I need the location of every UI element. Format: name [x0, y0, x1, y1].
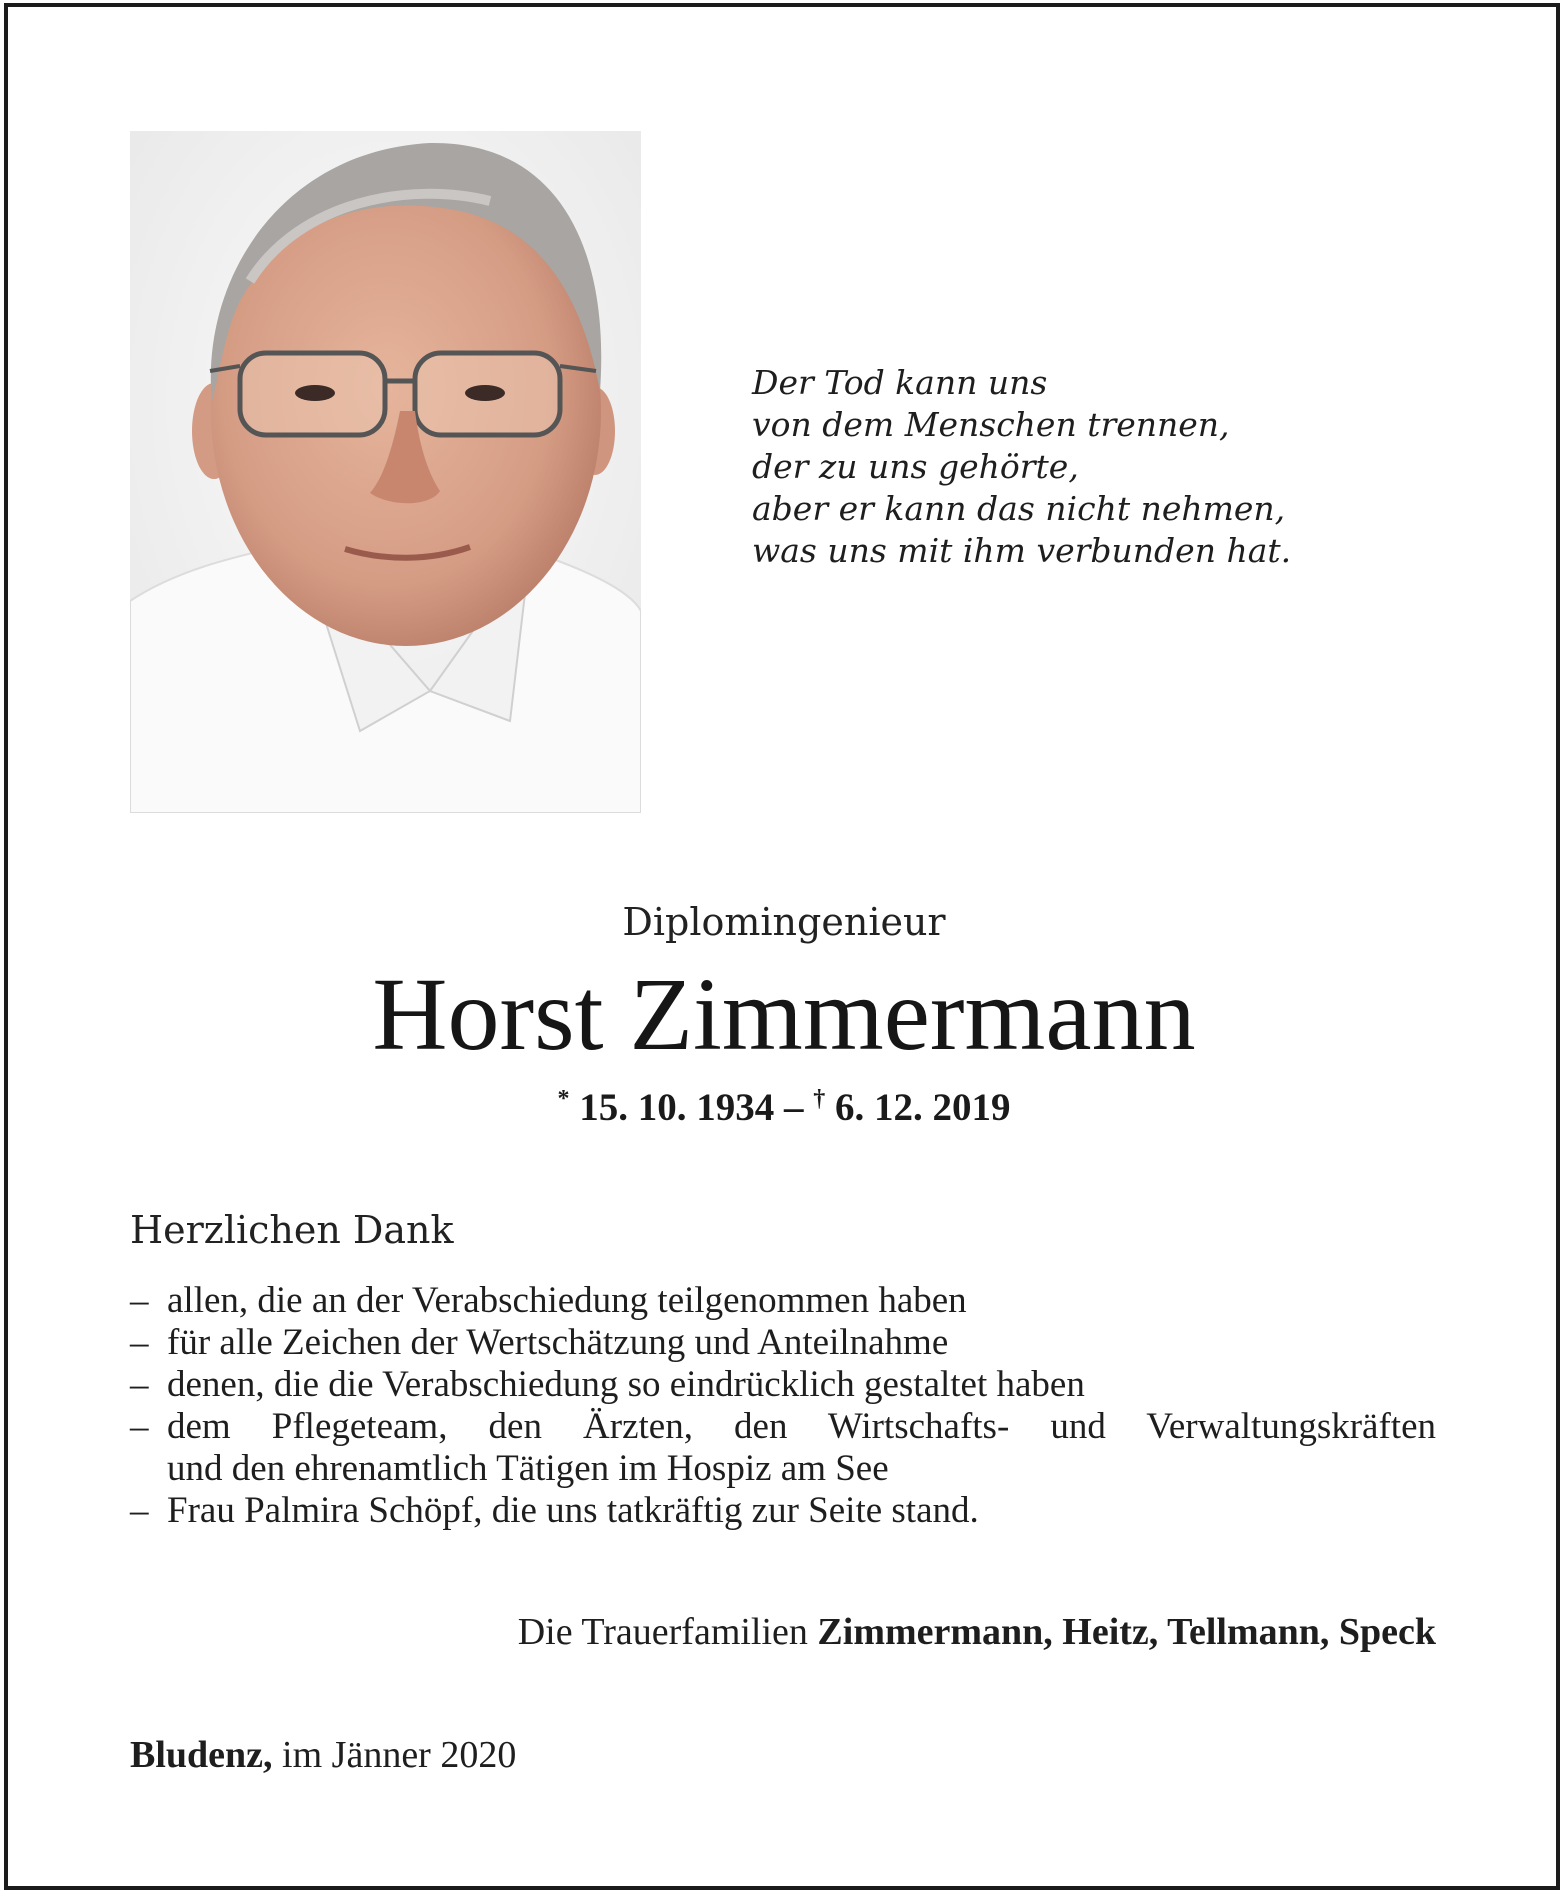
quote-line: Der Tod kann uns: [752, 363, 1048, 402]
list-item-text: allen, die an der Verabschiedung teilgenommen haben: [167, 1280, 967, 1321]
memorial-quote: [752, 362, 1372, 572]
place-and-date: [130, 1733, 516, 1777]
list-item-text: dem Pflegeteam, den Ärzten, den Wirtschafts- und Verwaltungskräften: [167, 1406, 1436, 1447]
list-item: [130, 1280, 1436, 1322]
closing-date: im Jänner 2020: [272, 1734, 517, 1776]
thanks-list: [130, 1280, 1436, 1532]
list-item: [130, 1364, 1436, 1406]
birth-symbol: *: [557, 1086, 570, 1112]
list-dash: –: [130, 1322, 149, 1363]
list-item-text: Frau Palmira Schöpf, die uns tatkräftig zur Seite stand.: [167, 1490, 979, 1531]
quote-line: der zu uns gehörte,: [752, 447, 1079, 486]
place-name: Bludenz,: [130, 1734, 273, 1776]
academic-title: Diplomingenieur: [622, 900, 946, 944]
list-item-text: denen, die die Verabschiedung so eindrücklich gestaltet haben: [167, 1364, 1085, 1405]
death-symbol: †: [813, 1086, 826, 1112]
list-item: [130, 1322, 1436, 1364]
list-dash: –: [130, 1490, 149, 1531]
families-names: Zimmermann, Heitz, Tellmann, Speck: [817, 1611, 1436, 1653]
list-dash: –: [130, 1406, 149, 1447]
quote-line: aber er kann das nicht nehmen,: [752, 489, 1286, 528]
list-dash: –: [130, 1364, 149, 1405]
birth-date: 15. 10. 1934: [579, 1086, 775, 1129]
thanks-heading: Herzlichen Dank: [130, 1208, 454, 1252]
deceased-name: Horst Zimmermann: [372, 957, 1196, 1072]
portrait-image: [130, 131, 641, 813]
list-item-text: für alle Zeichen der Wertschätzung und Anteilnahme: [167, 1322, 949, 1363]
death-date: 6. 12. 2019: [835, 1086, 1011, 1129]
families-prefix: Die Trauerfamilien: [517, 1611, 818, 1653]
quote-line: was uns mit ihm verbunden hat.: [752, 531, 1292, 570]
date-separator: –: [774, 1086, 814, 1129]
list-dash: –: [130, 1280, 149, 1321]
list-item-continuation: [130, 1448, 1436, 1490]
list-item: [130, 1406, 1436, 1448]
portrait-photo: [130, 131, 641, 813]
life-dates: [0, 1085, 1568, 1130]
mourning-families: [518, 1610, 1436, 1654]
quote-line: von dem Menschen trennen,: [752, 405, 1230, 444]
list-item-text: und den ehrenamtlich Tätigen im Hospiz am See: [167, 1448, 889, 1489]
list-item: [130, 1490, 1436, 1532]
